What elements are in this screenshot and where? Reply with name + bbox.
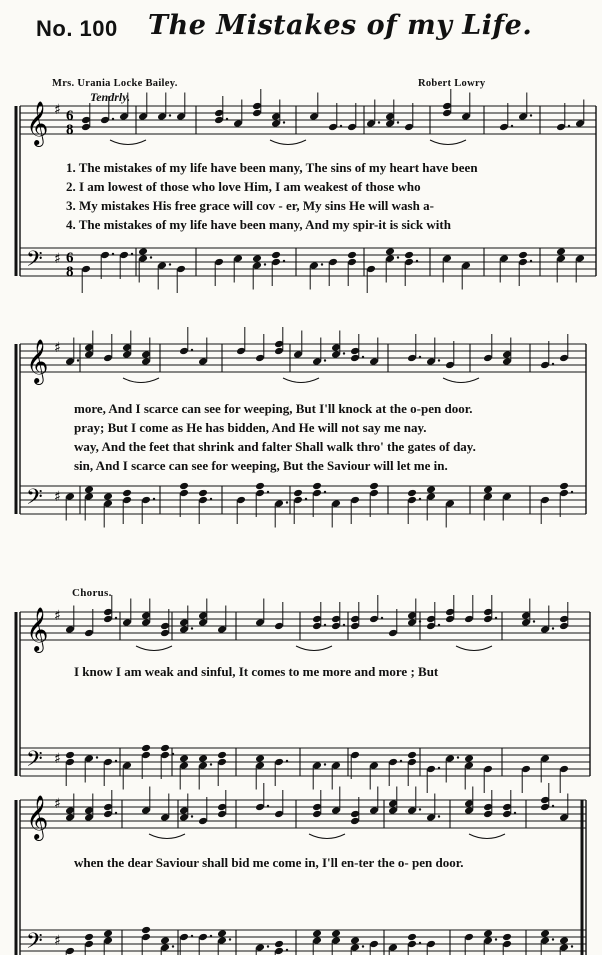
- note-head: [141, 926, 151, 935]
- sharp-icon: ♯: [54, 796, 61, 812]
- slur: [309, 834, 345, 839]
- time-signature-digit: 8: [66, 264, 74, 280]
- note-head: [103, 929, 113, 938]
- note-dot: [514, 812, 516, 814]
- note-head: [404, 251, 414, 260]
- slur: [296, 646, 332, 651]
- note-dot: [229, 938, 231, 940]
- lyric-line-verse-1: 1. The mistakes of my life have been many, The sins of my heart have been: [66, 160, 478, 175]
- bass-clef-icon: 𝄢: [26, 929, 43, 955]
- note-head: [141, 744, 151, 753]
- time-signature-digit: 8: [66, 122, 74, 138]
- note-dot: [264, 263, 266, 265]
- note-dot: [169, 263, 171, 265]
- note-head: [84, 485, 94, 494]
- tempo-marking: Tendrly.: [90, 90, 131, 104]
- note-head: [84, 933, 94, 942]
- lyric-line-verse-3-cont: way, And the feet that shrink and falter Shall walk thro' the gates of day.: [74, 439, 476, 454]
- note-dot: [419, 498, 421, 500]
- note-dot: [568, 125, 570, 127]
- note-head: [293, 489, 303, 498]
- slur: [469, 834, 505, 839]
- note-dot: [210, 498, 212, 500]
- note-dot: [324, 624, 326, 626]
- note-head: [160, 744, 170, 753]
- note-dot: [362, 945, 364, 947]
- note-dot: [438, 359, 440, 361]
- note-dot: [191, 935, 193, 937]
- note-dot: [552, 363, 554, 365]
- note-dot: [438, 624, 440, 626]
- slur: [430, 140, 466, 145]
- note-dot: [115, 812, 117, 814]
- note-dot: [438, 815, 440, 817]
- lyric-line-verse-2: 2. I am lowest of those who love Him, I am weakest of those who: [66, 179, 421, 194]
- composer-credit: Robert Lowry: [418, 78, 486, 89]
- note-dot: [397, 256, 399, 258]
- note-dot: [305, 498, 307, 500]
- note-dot: [153, 498, 155, 500]
- sharp-icon: ♯: [54, 489, 61, 505]
- note-dot: [416, 260, 418, 262]
- slur: [283, 378, 319, 383]
- note-dot: [324, 763, 326, 765]
- note-dot: [150, 256, 152, 258]
- lyric-line-verse-2-cont: pray; But I come as He has bidden, And He will not say me nay.: [74, 420, 427, 435]
- note-dot: [495, 938, 497, 940]
- note-head: [426, 485, 436, 494]
- time-signature-digit: 6: [66, 250, 74, 266]
- note-dot: [286, 760, 288, 762]
- note-head: [160, 936, 170, 945]
- note-head: [556, 247, 566, 256]
- note-dot: [571, 945, 573, 947]
- note-dot: [340, 125, 342, 127]
- note-dot: [172, 753, 174, 755]
- note-dot: [511, 125, 513, 127]
- note-dot: [191, 349, 193, 351]
- note-dot: [324, 359, 326, 361]
- hymn-title: The Mistakes of my Life.: [148, 10, 533, 41]
- sharp-icon: ♯: [54, 340, 61, 356]
- time-signature-digit: 6: [66, 108, 74, 124]
- note-dot: [419, 808, 421, 810]
- note-dot: [283, 121, 285, 123]
- note-dot: [169, 114, 171, 116]
- note-dot: [343, 352, 345, 354]
- note-head: [217, 929, 227, 938]
- note-dot: [96, 756, 98, 758]
- note-head: [217, 751, 227, 760]
- note-dot: [191, 815, 193, 817]
- note-head: [502, 933, 512, 942]
- treble-clef-icon: 𝄞: [26, 339, 49, 383]
- note-head: [347, 251, 357, 260]
- note-dot: [552, 938, 554, 940]
- slur: [110, 140, 146, 145]
- note-head: [483, 929, 493, 938]
- note-dot: [226, 118, 228, 120]
- sharp-icon: ♯: [54, 933, 61, 949]
- lyric-line-verse-1-cont: more, And I scarce can see for weeping, But I'll knock at the o-pen door.: [74, 401, 473, 416]
- sharp-icon: ♯: [54, 608, 61, 624]
- slur: [456, 646, 492, 651]
- slur: [270, 140, 306, 145]
- note-dot: [115, 617, 117, 619]
- note-head: [464, 754, 474, 763]
- note-head: [274, 940, 284, 949]
- note-dot: [397, 121, 399, 123]
- note-head: [198, 489, 208, 498]
- note-head: [385, 247, 395, 256]
- note-head: [255, 754, 265, 763]
- note-dot: [115, 760, 117, 762]
- note-dot: [381, 617, 383, 619]
- note-dot: [77, 359, 79, 361]
- slur: [443, 378, 479, 383]
- author-credit: Mrs. Urania Locke Bailey.: [52, 78, 178, 89]
- note-dot: [210, 935, 212, 937]
- note-head: [540, 929, 550, 938]
- slur: [149, 834, 185, 839]
- note-dot: [530, 114, 532, 116]
- note-dot: [112, 118, 114, 120]
- lyric-line-verse-4: 4. The mistakes of my life have been many, And my spir-it is sick with: [66, 217, 451, 232]
- note-head: [559, 482, 569, 491]
- note-dot: [552, 805, 554, 807]
- lyric-line-chorus-2: when the dear Saviour shall bid me come in, I'll en-ter the o- pen door.: [74, 855, 464, 870]
- bass-clef-icon: 𝄢: [26, 247, 43, 277]
- note-dot: [286, 949, 288, 951]
- note-head: [407, 933, 417, 942]
- lyric-line-verse-3: 3. My mistakes His free grace will cov - er, My sins He will wash a-: [66, 198, 434, 213]
- note-dot: [172, 945, 174, 947]
- note-head: [369, 482, 379, 491]
- note-dot: [267, 805, 269, 807]
- note-head: [483, 485, 493, 494]
- hymn-number: No. 100: [36, 16, 118, 41]
- note-head: [65, 751, 75, 760]
- note-head: [252, 254, 262, 263]
- note-head: [138, 247, 148, 256]
- note-dot: [571, 491, 573, 493]
- note-dot: [324, 491, 326, 493]
- note-head: [179, 754, 189, 763]
- note-dot: [283, 260, 285, 262]
- treble-clef-icon: 𝄞: [26, 795, 49, 839]
- treble-clef-icon: 𝄞: [26, 607, 49, 651]
- bass-clef-icon: 𝄢: [26, 747, 43, 777]
- note-dot: [438, 767, 440, 769]
- note-head: [255, 482, 265, 491]
- note-dot: [343, 624, 345, 626]
- note-head: [312, 929, 322, 938]
- note-head: [518, 251, 528, 260]
- note-dot: [419, 356, 421, 358]
- note-dot: [552, 627, 554, 629]
- note-head: [198, 754, 208, 763]
- note-dot: [112, 253, 114, 255]
- note-head: [331, 929, 341, 938]
- note-dot: [419, 620, 421, 622]
- note-dot: [131, 253, 133, 255]
- slur: [136, 646, 172, 651]
- note-head: [350, 936, 360, 945]
- note-head: [271, 251, 281, 260]
- note-dot: [530, 260, 532, 262]
- sharp-icon: ♯: [54, 102, 61, 118]
- lyric-line-verse-4-cont: sin, And I scarce can see for weeping, But the Saviour will let me in.: [74, 458, 448, 473]
- note-head: [559, 936, 569, 945]
- note-dot: [321, 263, 323, 265]
- note-dot: [533, 620, 535, 622]
- note-dot: [495, 617, 497, 619]
- note-head: [103, 492, 113, 501]
- note-head: [407, 751, 417, 760]
- chorus-label: Chorus.: [72, 587, 112, 599]
- treble-clef-icon: 𝄞: [26, 101, 49, 145]
- note-dot: [362, 356, 364, 358]
- slur: [123, 378, 159, 383]
- note-dot: [400, 760, 402, 762]
- note-dot: [191, 627, 193, 629]
- note-dot: [267, 491, 269, 493]
- note-dot: [378, 121, 380, 123]
- lyric-line-chorus-1: I know I am weak and sinful, It comes to me more and more ; But: [74, 664, 439, 679]
- note-head: [179, 482, 189, 491]
- note-dot: [286, 501, 288, 503]
- bass-clef-icon: 𝄢: [26, 485, 43, 515]
- note-head: [122, 489, 132, 498]
- note-head: [312, 482, 322, 491]
- note-dot: [210, 763, 212, 765]
- sharp-icon: ♯: [54, 751, 61, 767]
- sharp-icon: ♯: [54, 251, 61, 267]
- note-dot: [267, 945, 269, 947]
- note-head: [407, 489, 417, 498]
- note-dot: [419, 942, 421, 944]
- note-dot: [457, 756, 459, 758]
